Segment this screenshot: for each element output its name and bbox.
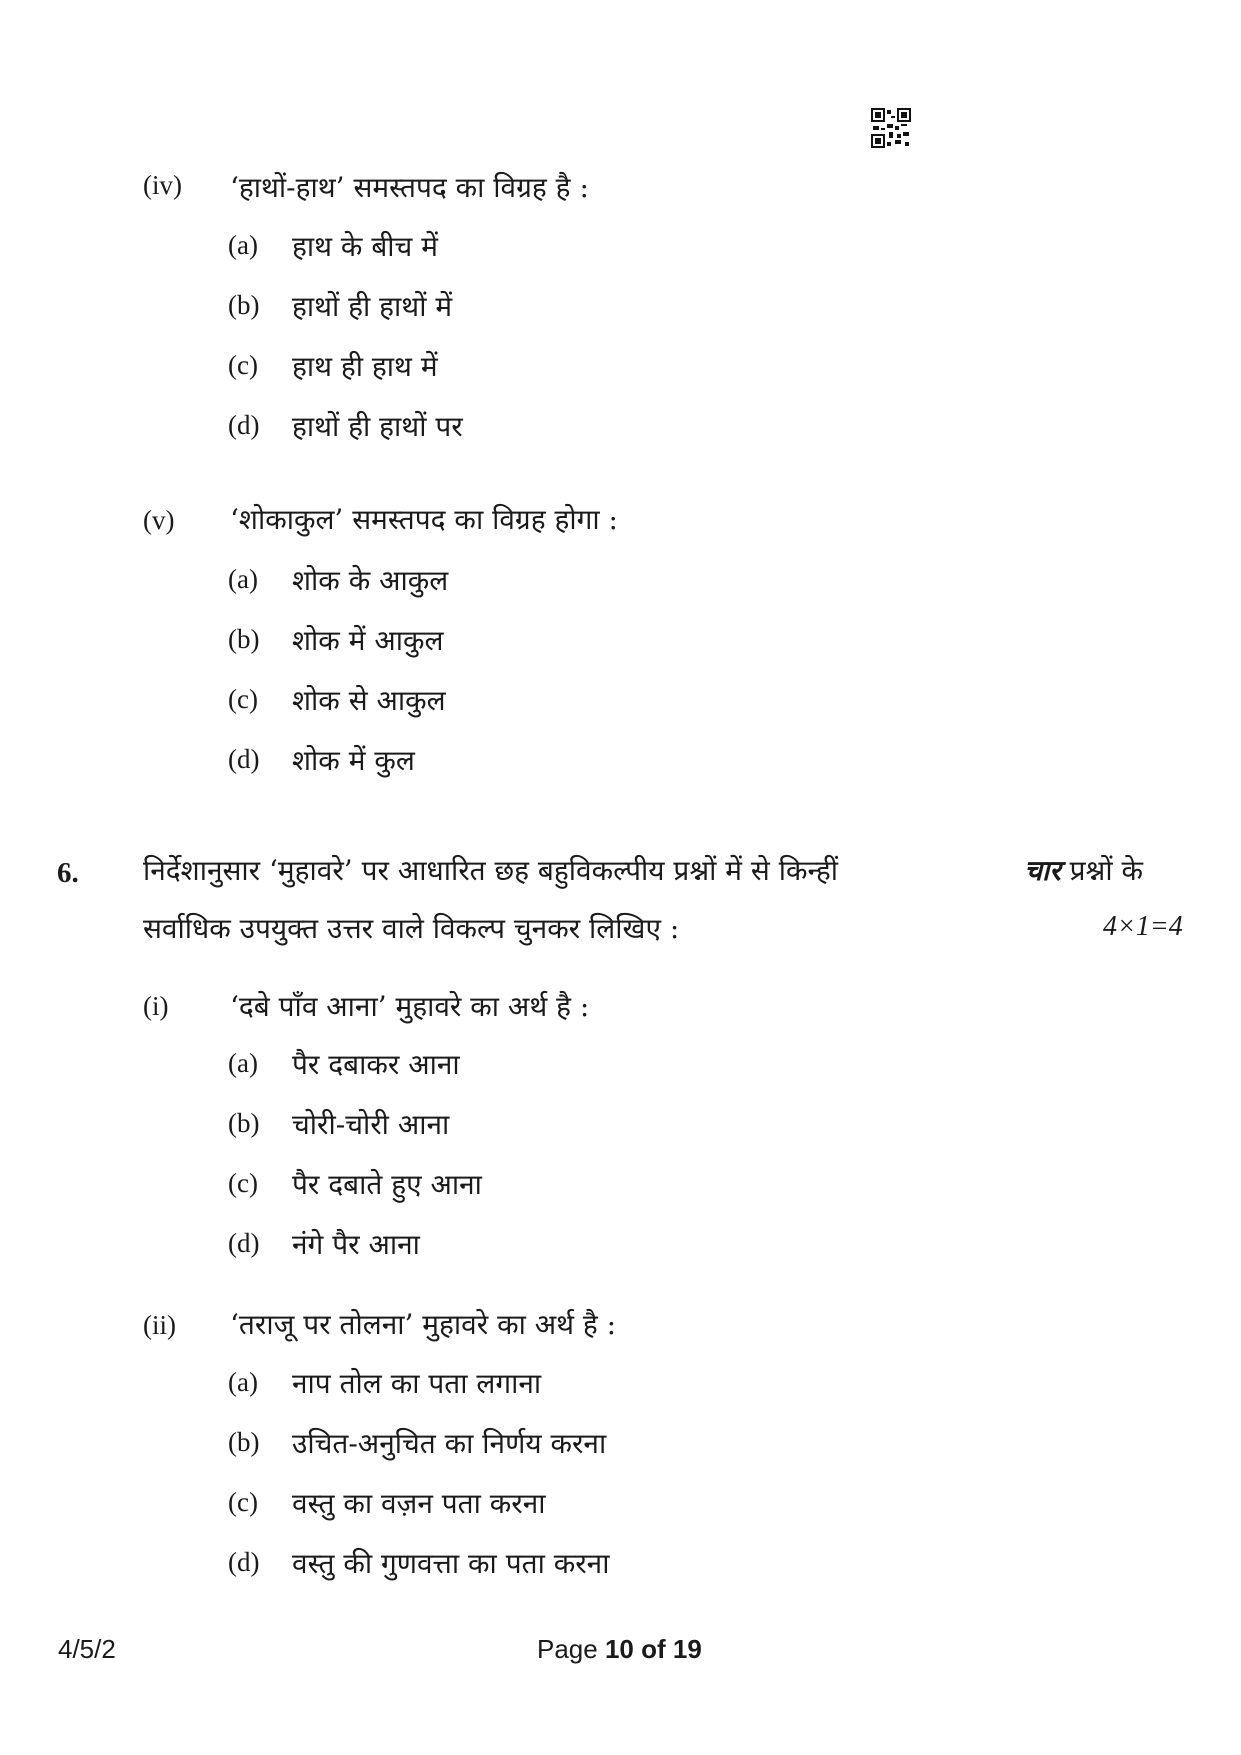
sub-question-prompt: ‘हाथों-हाथ’ समस्तपद का विग्रह है : xyxy=(230,171,589,204)
option-text: वस्तु का वज़न पता करना xyxy=(292,1487,546,1520)
option-letter: (d) xyxy=(228,744,260,774)
option-text: नाप तोल का पता लगाना xyxy=(292,1367,542,1400)
option-text: पैर दबाते हुए आना xyxy=(292,1168,482,1201)
page-label: Page xyxy=(537,1634,598,1664)
option-text: नंगे पैर आना xyxy=(292,1228,420,1261)
sub-question-number: (v) xyxy=(143,505,175,535)
option-text: वस्तु की गुणवत्ता का पता करना xyxy=(292,1547,610,1580)
page-of: of xyxy=(641,1634,666,1664)
question-number: 6. xyxy=(57,857,79,889)
option-letter: (c) xyxy=(228,1168,258,1198)
page-indicator xyxy=(537,1634,702,1665)
question-line-1-start: निर्देशानुसार ‘मुहावरे’ पर आधारित छह बहुविकल्पीय प्रश्नों में से किन्हीं xyxy=(143,854,839,887)
page-number: 10 xyxy=(604,1634,634,1664)
option-letter: (a) xyxy=(228,1367,258,1397)
sub-question-prompt: ‘शोकाकुल’ समस्तपद का विग्रह होगा : xyxy=(230,503,618,536)
option-text: शोक में आकुल xyxy=(292,624,444,657)
option-letter: (b) xyxy=(228,290,260,320)
sub-question-prompt: ‘तराजू पर तोलना’ मुहावरे का अर्थ है : xyxy=(230,1308,617,1341)
sub-question-number: (ii) xyxy=(143,1310,176,1340)
option-letter: (a) xyxy=(228,564,258,594)
sub-question-number: (i) xyxy=(143,991,169,1021)
option-letter: (b) xyxy=(228,1108,260,1138)
option-letter: (d) xyxy=(228,410,260,440)
question-line-1 xyxy=(143,851,1143,889)
option-text: हाथों ही हाथों में xyxy=(292,290,453,323)
question-line-1-end: प्रश्नों के xyxy=(1069,854,1143,887)
emphasis-word: चार xyxy=(1024,854,1061,887)
option-text: पैर दबाकर आना xyxy=(292,1048,460,1081)
option-text: हाथ के बीच में xyxy=(292,230,438,263)
sub-question-number: (iv) xyxy=(143,170,182,200)
question-line-2: सर्वाधिक उपयुक्त उत्तर वाले विकल्प चुनकर लिखिए : xyxy=(143,912,680,945)
marks-allocation: 4×1=4 xyxy=(1103,911,1183,942)
option-letter: (d) xyxy=(228,1547,260,1577)
sub-question-prompt: ‘दबे पाँव आना’ मुहावरे का अर्थ है : xyxy=(230,990,590,1023)
question-line-1-end-group xyxy=(1024,851,1143,889)
option-letter: (a) xyxy=(228,230,258,260)
qr-code xyxy=(871,108,911,148)
option-letter: (c) xyxy=(228,684,258,714)
option-text: उचित-अनुचित का निर्णय करना xyxy=(292,1427,607,1460)
option-text: शोक से आकुल xyxy=(292,684,446,717)
page-total: 19 xyxy=(672,1634,702,1664)
option-text: हाथ ही हाथ में xyxy=(292,350,438,383)
option-text: चोरी-चोरी आना xyxy=(292,1108,450,1141)
option-letter: (a) xyxy=(228,1048,258,1078)
option-text: हाथों ही हाथों पर xyxy=(292,410,463,443)
option-letter: (c) xyxy=(228,1487,258,1517)
option-letter: (b) xyxy=(228,624,260,654)
option-letter: (d) xyxy=(228,1228,260,1258)
paper-code: 4/5/2 xyxy=(58,1634,116,1664)
option-letter: (b) xyxy=(228,1427,260,1457)
option-text: शोक के आकुल xyxy=(292,564,449,597)
option-text: शोक में कुल xyxy=(292,744,415,777)
option-letter: (c) xyxy=(228,350,258,380)
